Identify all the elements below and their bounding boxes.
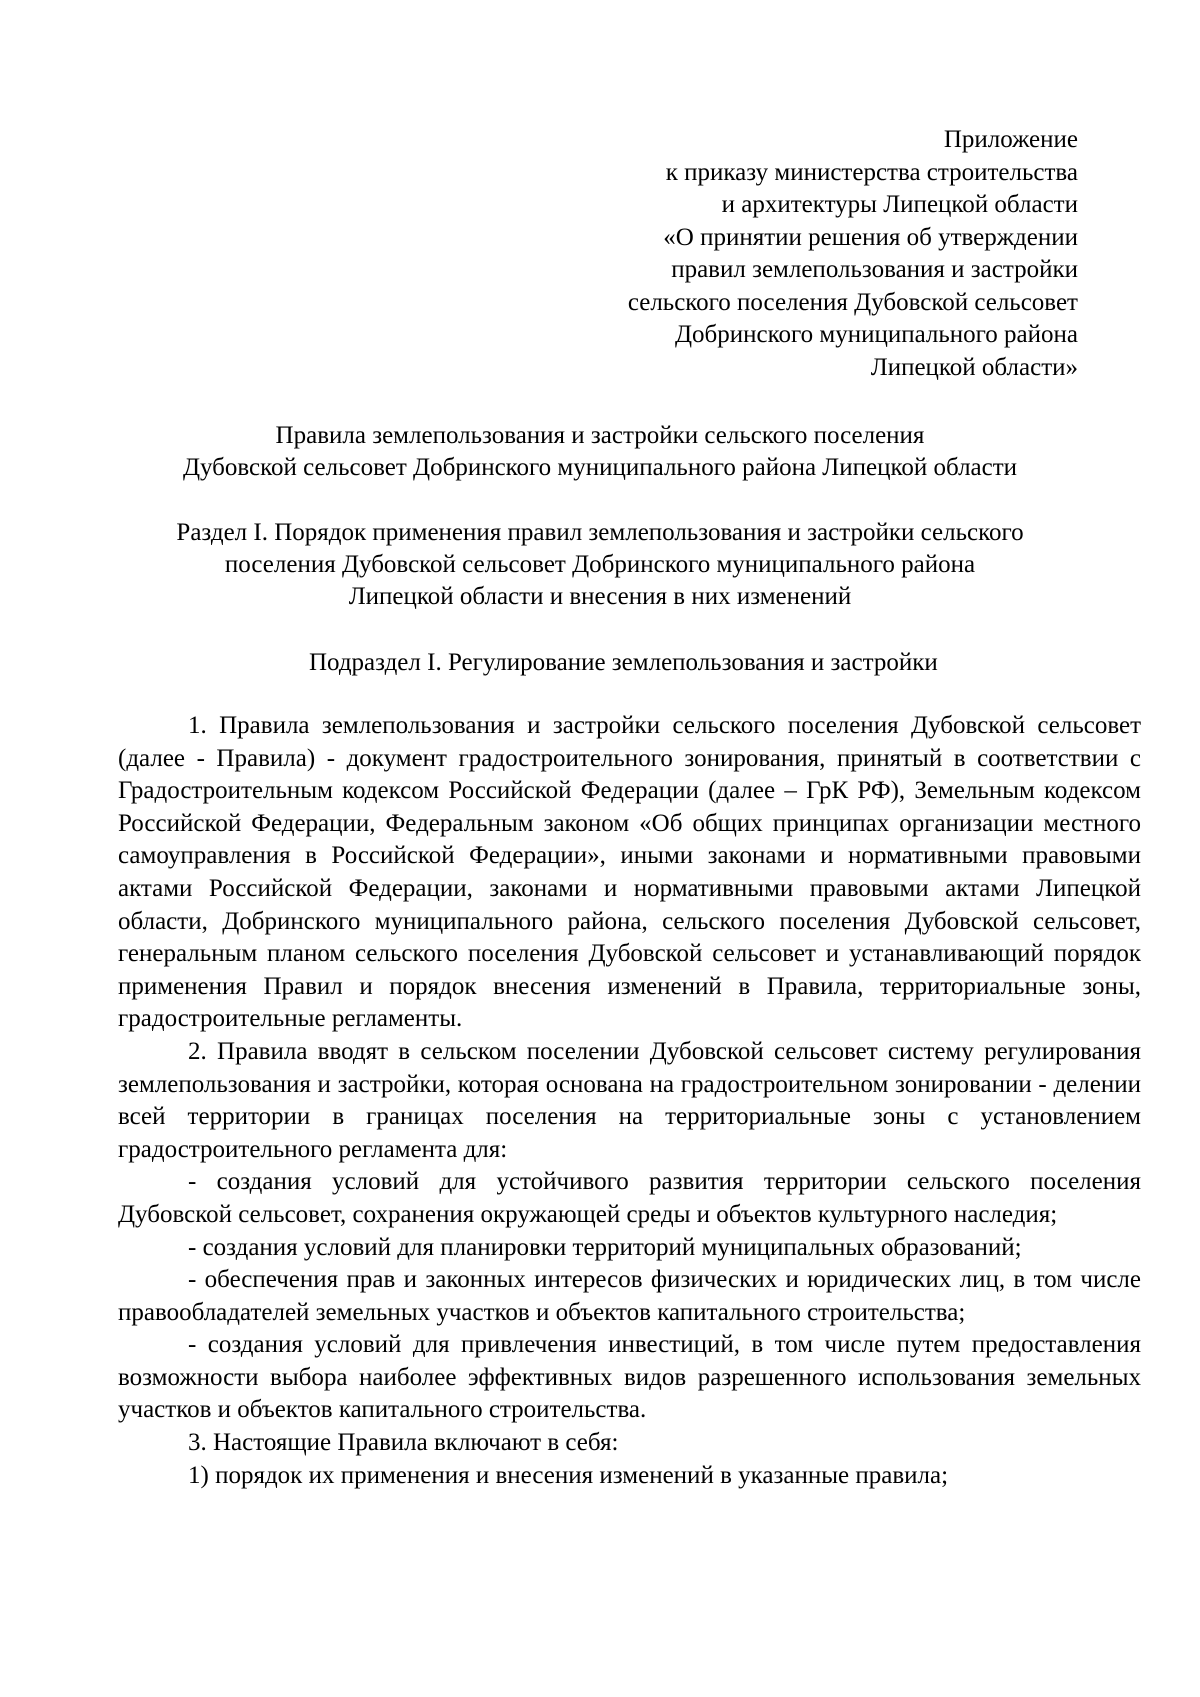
appendix-line: к приказу министерства строительства [665,158,1078,186]
section-heading [0,517,1200,613]
list-item: - создания условий для устойчивого развития территории сельского поселения Дубовской сельсовет, сохранения окружающей среды и объектов культурного наследия; [118,1168,1141,1228]
appendix-block [628,124,1078,384]
appendix-line: «О принятии решения об утверждении [663,223,1078,251]
section-line: Раздел I. Порядок применения правил землепользования и застройки сельского [176,519,1024,546]
paragraph: 2. Правила вводят в сельском поселении Дубовской сельсовет систему регулирования землепользования и застройки, которая основана на градостроительном зонировании - делении всей территории в границах поселения на территориальные зоны с установлением градостроительного регламента для: [118,1037,1141,1163]
paragraph: 3. Настоящие Правила включают в себя: [188,1429,619,1457]
list-item: - создания условий для планировки территорий муниципальных образований; [188,1233,1022,1261]
section-line: поселения Дубовской сельсовет Добринского муниципального района [224,551,976,578]
list-item: - обеспечения прав и законных интересов физических и юридических лиц, в том числе правообладателей земельных участков и объектов капитального строительства; [118,1266,1141,1326]
subsection-heading: Подраздел I. Регулирование землепользования и застройки [309,649,938,676]
appendix-line: сельского поселения Дубовской сельсовет [627,288,1078,316]
appendix-line: правил землепользования и застройки [671,256,1078,283]
section-line: Липецкой области и внесения в них изменений [348,583,852,610]
appendix-line: и архитектуры Липецкой области [721,191,1078,218]
document-body [118,710,1141,1492]
appendix-line: Липецкой области» [870,353,1078,381]
appendix-line: Добринского муниципального района [674,321,1078,348]
document-title [0,420,1200,484]
paragraph: 1. Правила землепользования и застройки сельского поселения Дубовской сельсовет (далее - Правила) - документ градостроительного зонирования, принятый в соответствии с Градостроительным кодексом Российской Федерации (далее – ГрК РФ), Земельным кодексом Российской Федерации, Федеральным законом «Об общих принципах организации местного самоуправления в Российской Федерации», иными законами и нормативными правовыми актами Российской Федерации, законами и нормативными правовыми актами Липецкой области, Добринского муниципального района, сельского поселения Дубовской сельсовет, генеральным планом сельского поселения Дубовской сельсовет и устанавливающий порядок применения Правил и порядок внесения изменений в Правила, территориальные зоны, градостроительные регламенты. [118,712,1141,1033]
list-item: - создания условий для привлечения инвестиций, в том числе путем предоставления возможности выбора наиболее эффективных видов разрешенного использования земельных участков и объектов капитального строительства. [118,1331,1141,1424]
title-line: Дубовской сельсовет Добринского муниципального района Липецкой области [182,454,1018,481]
appendix-line: Приложение [943,126,1078,153]
title-line: Правила землепользования и застройки сельского поселения [275,422,925,449]
list-item: 1) порядок их применения и внесения изменений в указанные правила; [188,1461,949,1489]
